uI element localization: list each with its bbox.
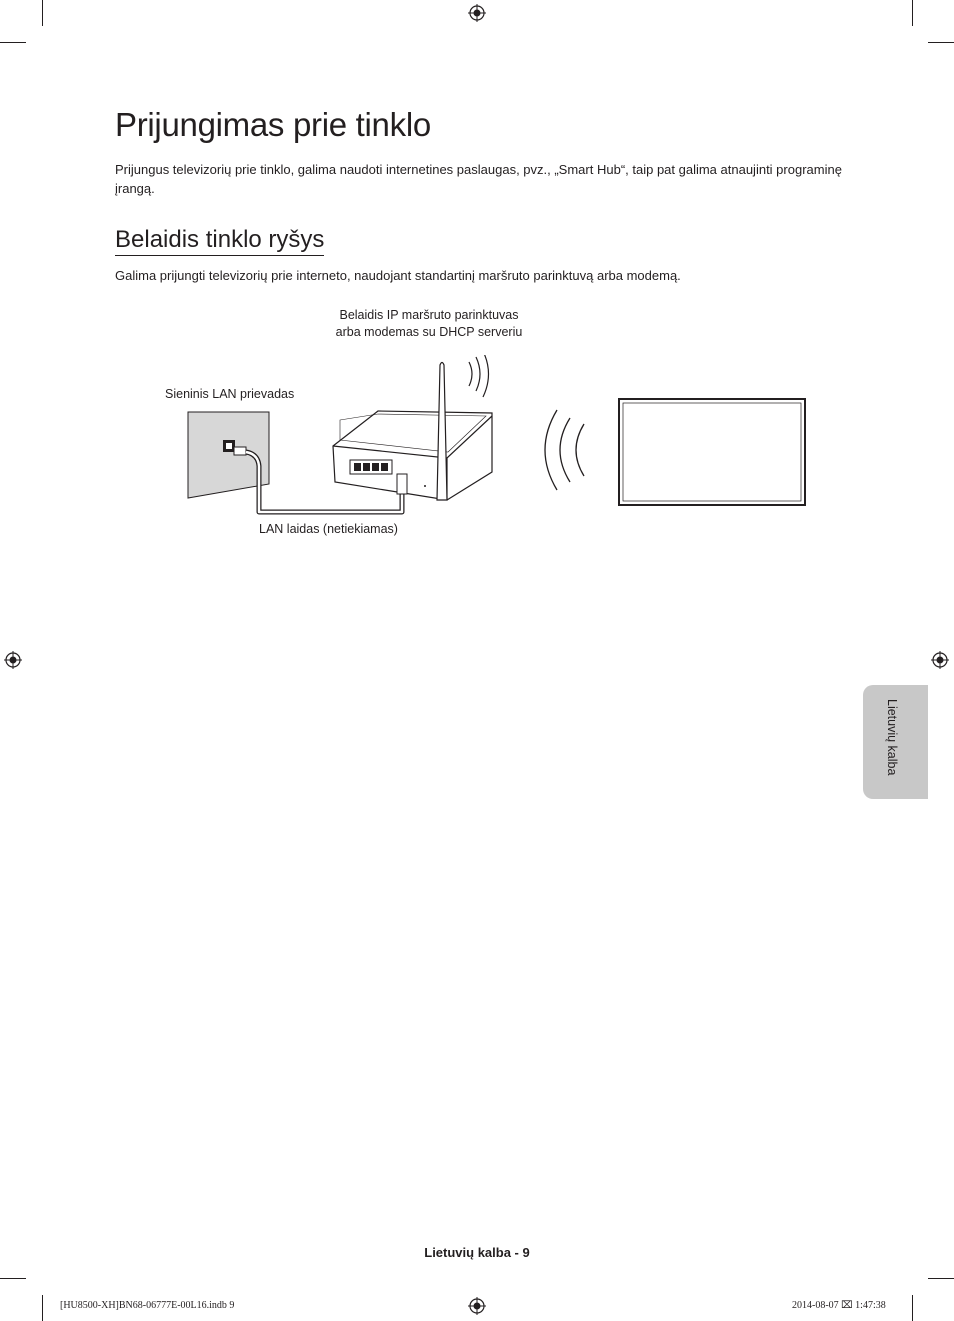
registration-mark-icon — [468, 4, 486, 22]
crop-mark — [928, 1278, 954, 1279]
language-tab — [863, 685, 928, 799]
crop-mark — [0, 42, 26, 43]
router-label-line2: arba modemas su DHCP serveriu — [335, 325, 523, 339]
section-title: Belaidis tinklo ryšys — [115, 226, 324, 256]
intro-paragraph: Prijungus televizorių prie tinklo, galima naudoti internetines paslaugas, pvz., „Smart Hub“, taip pat galima atnaujinti programinę įrangą. — [115, 162, 842, 196]
router-label-line1: Belaidis IP maršruto parinktuvas — [339, 308, 519, 322]
print-timestamp: 2014-08-07 ⌧ 1:47:38 — [792, 1300, 886, 1311]
section-paragraph: Galima prijungti televizorių prie interneto, naudojant standartinį maršruto parinktuvą arba modemą. — [115, 268, 681, 283]
router-label — [300, 307, 558, 341]
crop-mark — [42, 1295, 43, 1321]
file-info: [HU8500-XH]BN68-06777E-00L16.indb 9 — [60, 1300, 235, 1311]
crop-mark — [0, 1278, 26, 1279]
crop-mark — [42, 0, 43, 26]
wifi-signal-icon — [545, 410, 584, 490]
tv-icon — [619, 399, 805, 505]
registration-mark-icon — [468, 1297, 486, 1315]
router-icon — [333, 363, 492, 501]
language-tab-label: Lietuvių kalba — [885, 699, 899, 776]
crop-mark — [912, 1295, 913, 1321]
page-title: Prijungimas prie tinklo — [115, 106, 431, 143]
network-diagram — [180, 355, 820, 515]
wall-port-label: Sieninis LAN prievadas — [165, 387, 295, 401]
cable-label: LAN laidas (netiekiamas) — [259, 522, 398, 536]
page-number: Lietuvių kalba - 9 — [424, 1245, 530, 1260]
crop-mark — [912, 0, 913, 26]
registration-mark-icon — [4, 651, 22, 669]
crop-mark — [928, 42, 954, 43]
registration-mark-icon — [931, 651, 949, 669]
wifi-signal-icon — [469, 355, 489, 397]
